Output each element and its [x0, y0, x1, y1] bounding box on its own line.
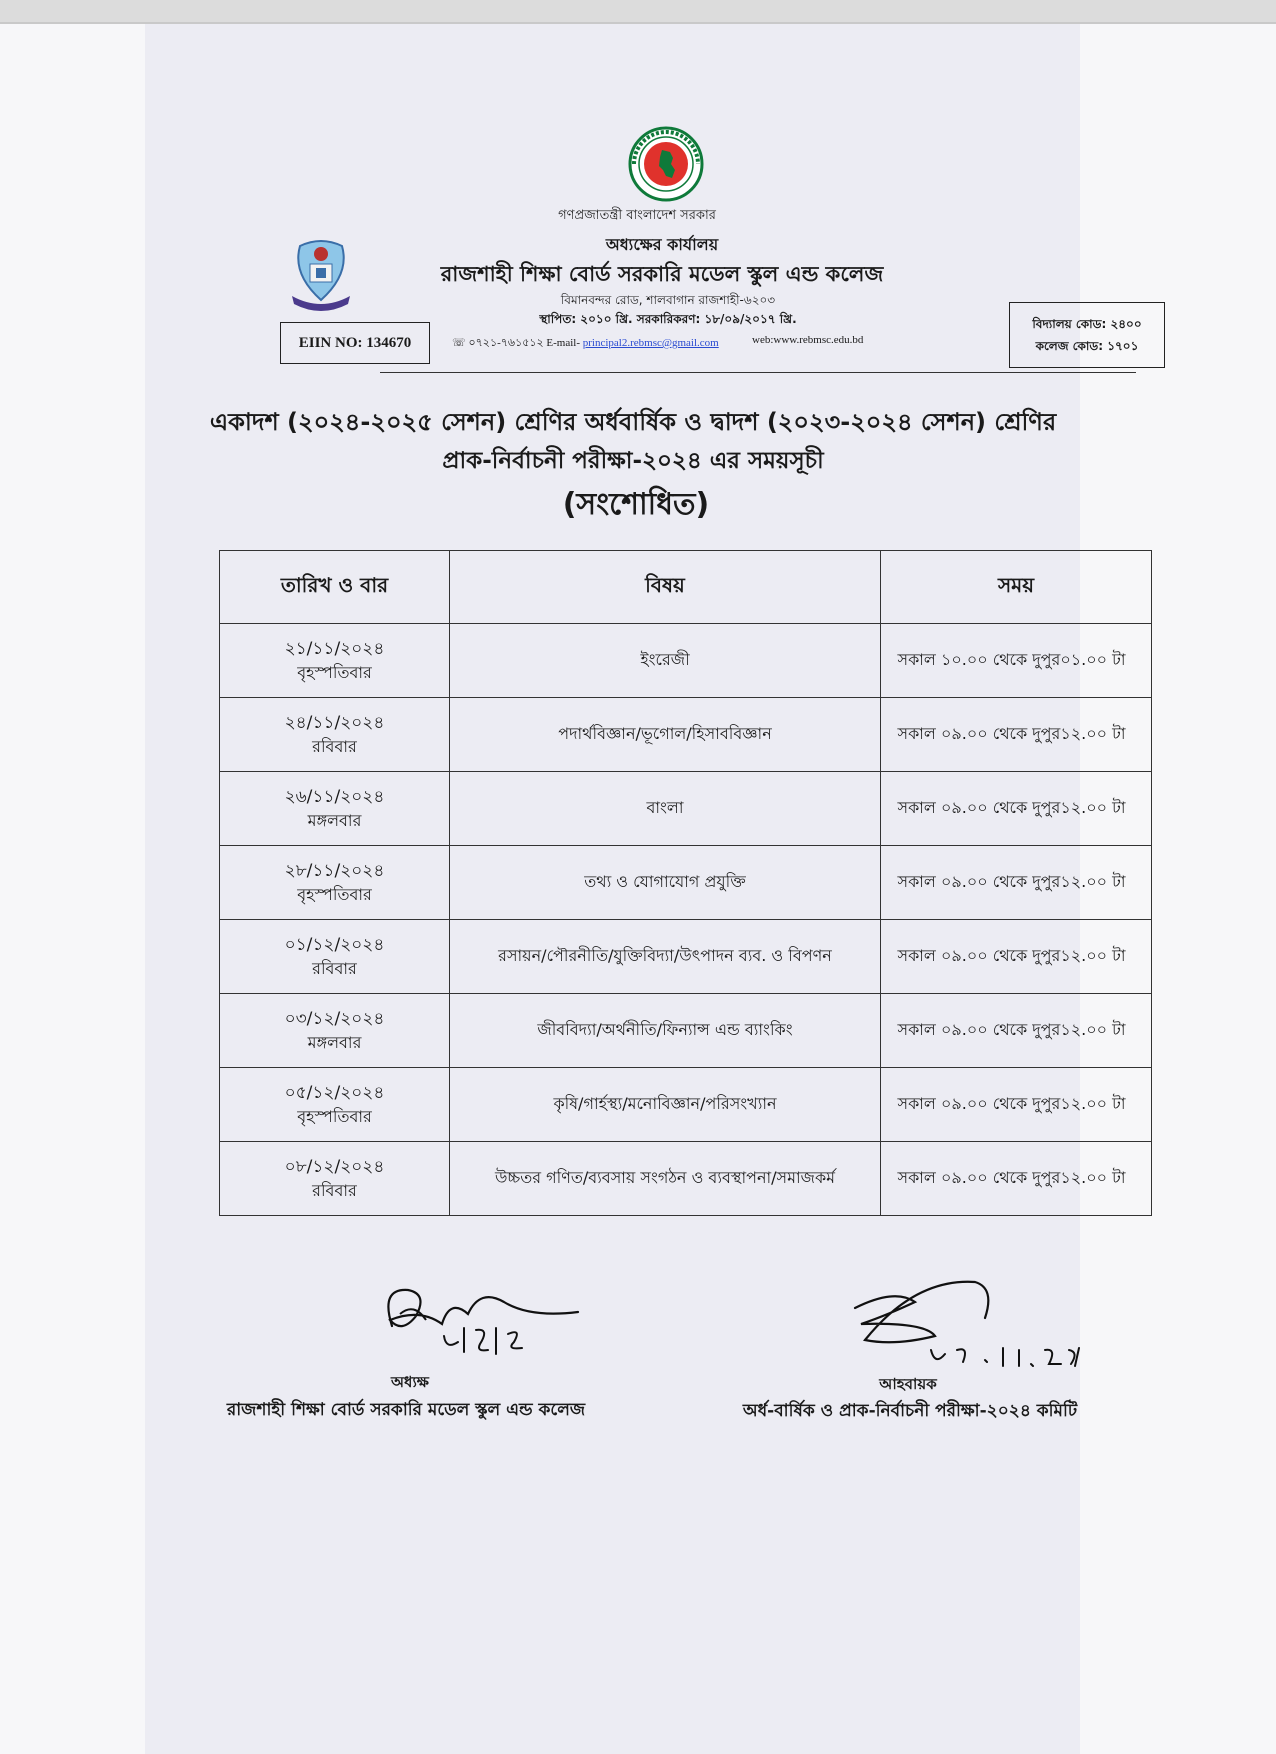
- header-divider: [380, 372, 1136, 373]
- establishment-info: স্থাপিত: ২০১০ খ্রি. সরকারিকরণ: ১৮/০৯/২০১৭ খ্রি.: [539, 312, 797, 326]
- email-label: E-mail-: [546, 337, 580, 349]
- exam-date: ০৫/১২/২০২৪: [284, 1082, 385, 1103]
- header-time: সময়: [881, 551, 1152, 624]
- table-row: [220, 1142, 1152, 1216]
- government-seal-icon: [628, 126, 704, 202]
- time-cell: সকাল ০৯.০০ থেকে দুপুর১২.০০ টা: [881, 1142, 1152, 1216]
- exam-date: ০৮/১২/২০২৪: [284, 1156, 385, 1177]
- convener-title: আহবায়ক: [879, 1375, 937, 1393]
- time-cell: সকাল ০৯.০০ থেকে দুপুর১২.০০ টা: [881, 846, 1152, 920]
- date-cell: [220, 920, 450, 994]
- exam-day: রবিবার: [312, 958, 357, 978]
- subject-cell: উচ্চতর গণিত/ব্যবসায় সংগঠন ও ব্যবস্থাপনা/সমাজকর্ম: [450, 1142, 881, 1216]
- exam-day: মঙ্গলবার: [307, 810, 362, 830]
- table-row: [220, 994, 1152, 1068]
- subject-cell: পদার্থবিজ্ঞান/ভূগোল/হিসাববিজ্ঞান: [450, 698, 881, 772]
- date-cell: [220, 624, 450, 698]
- table-header-row: [220, 551, 1152, 624]
- time-cell: সকাল ০৯.০০ থেকে দুপুর১২.০০ টা: [881, 1068, 1152, 1142]
- contact-line: [452, 334, 719, 353]
- eiin-box: EIIN NO: 134670: [280, 322, 430, 364]
- exam-day: বৃহস্পতিবার: [297, 1106, 372, 1126]
- date-cell: [220, 772, 450, 846]
- time-cell: সকাল ০৯.০০ থেকে দুপুর১২.০০ টা: [881, 698, 1152, 772]
- date-cell: [220, 994, 450, 1068]
- exam-date: ২৮/১১/২০২৪: [284, 860, 385, 881]
- exam-date: ২১/১১/২০২৪: [284, 638, 385, 659]
- convener-committee: অর্ধ-বার্ষিক ও প্রাক-নির্বাচনী পরীক্ষা-২০২৪ কমিটি: [742, 1401, 1078, 1421]
- date-cell: [220, 698, 450, 772]
- office-name: অধ্যক্ষের কার্যালয়: [605, 235, 719, 254]
- college-code: কলেজ কোড: ১৭০১: [1035, 339, 1139, 353]
- table-row: [220, 772, 1152, 846]
- exam-date: ০৩/১২/২০২৪: [284, 1008, 385, 1029]
- time-cell: সকাল ০৯.০০ থেকে দুপুর১২.০০ টা: [881, 994, 1152, 1068]
- table-row: [220, 698, 1152, 772]
- website[interactable]: web:www.rebmsc.edu.bd: [752, 334, 864, 346]
- principal-organization: রাজশাহী শিক্ষা বোর্ড সরকারি মডেল স্কুল এন্ড কলেজ: [226, 1400, 586, 1420]
- exam-day: মঙ্গলবার: [307, 1032, 362, 1052]
- notice-title-line-2: প্রাক-নির্বাচনী পরীক্ষা-২০২৪ এর সময়সূচী: [442, 448, 824, 474]
- subject-cell: ইংরেজী: [450, 624, 881, 698]
- revised-label: (সংশোধিত): [562, 487, 710, 522]
- time-cell: সকাল ১০.০০ থেকে দুপুর০১.০০ টা: [881, 624, 1152, 698]
- date-cell: [220, 846, 450, 920]
- header-date-day: তারিখ ও বার: [220, 551, 450, 624]
- college-address: বিমানবন্দর রোড, শালবাগান রাজশাহী-৬২০৩: [560, 293, 776, 307]
- government-name: গণপ্রজাতন্ত্রী বাংলাদেশ সরকার: [558, 208, 716, 223]
- phone-number: ☏ ০৭২১-৭৬১৫১২: [452, 337, 544, 349]
- table-row: [220, 1068, 1152, 1142]
- exam-day: বৃহস্পতিবার: [297, 662, 372, 682]
- subject-cell: জীববিদ্যা/অর্থনীতি/ফিন্যান্স এন্ড ব্যাংকিং: [450, 994, 881, 1068]
- exam-date: ০১/১২/২০২৪: [284, 934, 385, 955]
- table-row: [220, 846, 1152, 920]
- subject-cell: তথ্য ও যোগাযোগ প্রযুক্তি: [450, 846, 881, 920]
- exam-day: রবিবার: [312, 736, 357, 756]
- institution-codes-box: [1009, 302, 1165, 368]
- college-name: রাজশাহী শিক্ষা বোর্ড সরকারি মডেল স্কুল এন্ড কলেজ: [440, 262, 884, 286]
- date-cell: [220, 1142, 450, 1216]
- table-row: [220, 920, 1152, 994]
- exam-date: ২৬/১১/২০২৪: [284, 786, 385, 807]
- exam-day: রবিবার: [312, 1180, 357, 1200]
- exam-schedule-table: [219, 550, 1152, 1216]
- date-cell: [220, 1068, 450, 1142]
- subject-cell: রসায়ন/পৌরনীতি/যুক্তিবিদ্যা/উৎপাদন ব্যব. ও বিপণন: [450, 920, 881, 994]
- scan-top-line: [0, 22, 1276, 24]
- subject-cell: কৃষি/গার্হস্থ্য/মনোবিজ্ঞান/পরিসংখ্যান: [450, 1068, 881, 1142]
- scan-top-edge: [0, 0, 1276, 22]
- exam-date: ২৪/১১/২০২৪: [284, 712, 385, 733]
- time-cell: সকাল ০৯.০০ থেকে দুপুর১২.০০ টা: [881, 772, 1152, 846]
- principal-signature: [380, 1268, 590, 1378]
- principal-title: অধ্যক্ষ: [391, 1373, 429, 1391]
- subject-cell: বাংলা: [450, 772, 881, 846]
- notice-title-line-1: একাদশ (২০২৪-২০২৫ সেশন) শ্রেণির অর্ধবার্ষিক ও দ্বাদশ (২০২৩-২০২৪ সেশন) শ্রেণির: [209, 408, 1057, 436]
- table-row: [220, 624, 1152, 698]
- time-cell: সকাল ০৯.০০ থেকে দুপুর১২.০০ টা: [881, 920, 1152, 994]
- exam-day: বৃহস্পতিবার: [297, 884, 372, 904]
- convener-signature: [835, 1268, 1095, 1378]
- email-link[interactable]: principal2.rebmsc@gmail.com: [582, 337, 719, 349]
- school-code: বিদ্যালয় কোড: ২৪০০: [1032, 317, 1142, 331]
- header-subject: বিষয়: [450, 551, 881, 624]
